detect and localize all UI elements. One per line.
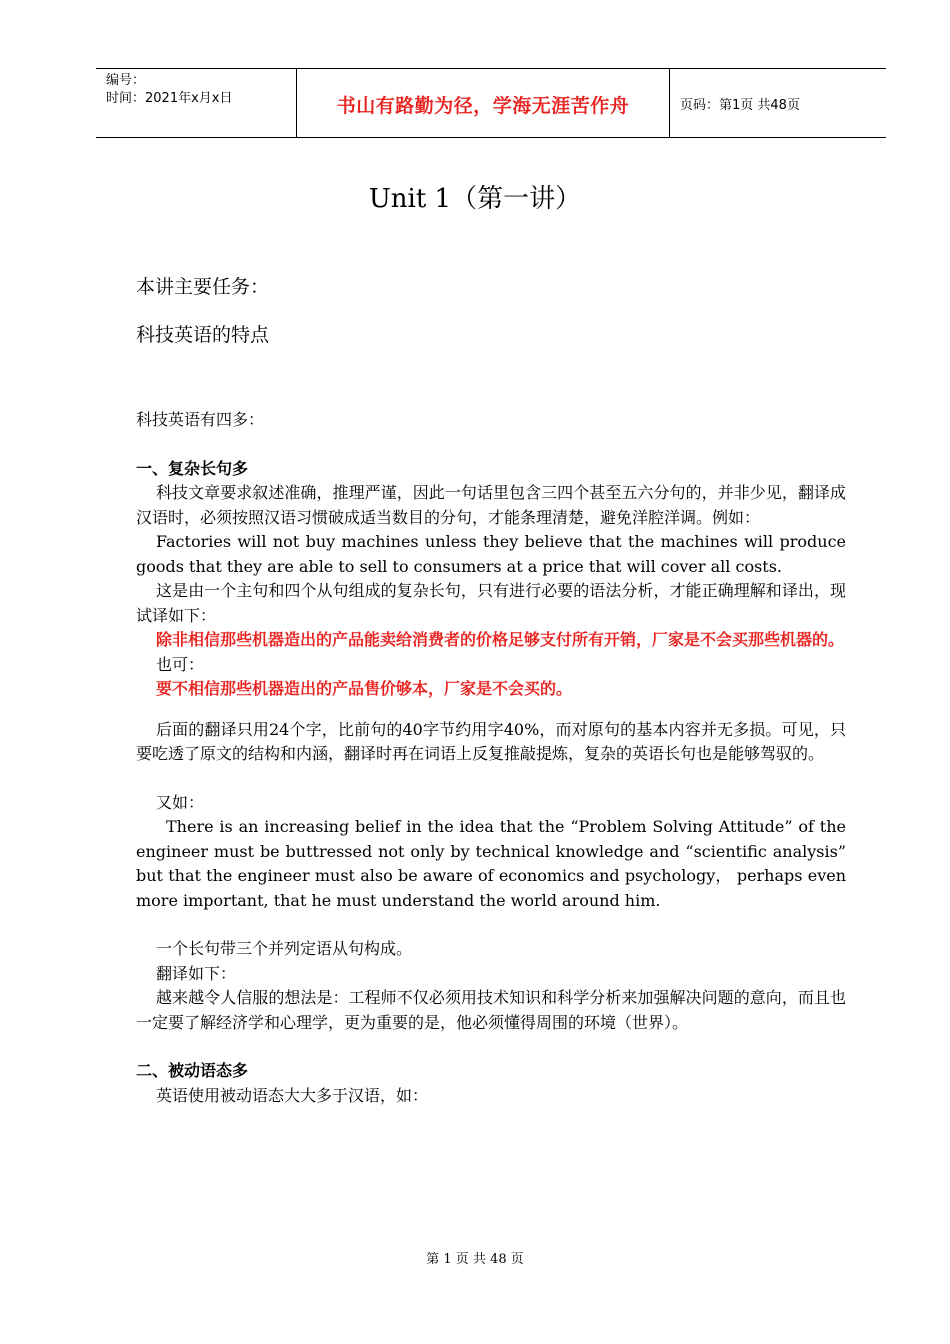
another-label: 又如： <box>156 792 205 812</box>
header-left-cell <box>96 69 297 137</box>
page-title: Unit 1（第一讲） <box>368 184 582 214</box>
example1-english: Factories will not buy machines unless they believe that the machines will produce goods that they are able to sell to consumers at a price that will cover all costs. <box>136 532 846 576</box>
translate-label: 翻译如下： <box>156 963 237 983</box>
translation-3: 越来越令人信服的想法是：工程师不仅必须用技术知识和科学分析来加强解决问题的意向，而且也一定要了解经济学和心理学，更为重要的是，他必须懂得周围的环境（世界）。 <box>136 988 846 1032</box>
section1-paragraph-2: 这是由一个主句和四个从句组成的复杂长句，只有进行必要的语法分析，才能正确理解和译出，现试译如下： <box>136 581 846 625</box>
section2-paragraph-1: 英语使用被动语态大大多于汉语，如： <box>156 1085 429 1105</box>
header-table <box>96 68 886 138</box>
section2-heading: 二、被动语态多 <box>136 1061 249 1080</box>
translation-2: 要不相信那些机器造出的产品售价够本，厂家是不会买的。 <box>156 679 573 698</box>
section1-paragraph-4: 一个长句带三个并列定语从句构成。 <box>156 939 413 958</box>
page-info: 页码：第1页 共48页 <box>680 98 800 113</box>
task-heading: 本讲主要任务： <box>136 276 270 298</box>
page-footer: 第 1 页 共 48 页 <box>426 1252 524 1267</box>
intro-text: 科技英语有四多： <box>136 410 265 429</box>
number-label: 编号： <box>106 73 146 88</box>
section1-paragraph-1: 科技文章要求叙述准确，推理严谨，因此一句话里包含三四个甚至五六分句的，并非少见，翻译成汉语时，必须按照汉语习惯破成适当数目的分句，才能条理清楚，避免洋腔洋调。例如： <box>136 483 846 527</box>
section1-paragraph-3: 后面的翻译只用24个字，比前句的40字节约用字40%，而对原句的基本内容并无多损。可见，只要吃透了原文的结构和内涵，翻译时再在词语上反复推敲提炼，复杂的英语长句也是能够驾驭的。 <box>136 719 846 763</box>
motto: 书山有路勤为径，学海无涯苦作舟 <box>336 95 630 117</box>
header-motto-cell <box>297 69 670 137</box>
header-page-cell <box>670 69 886 137</box>
section1-heading: 一、复杂长句多 <box>136 458 249 478</box>
example2-english: There is an increasing belief in the idea that the “Problem Solving Attitude” of the engineer must be buttressed not only by technical knowledge and “scientific analysis” but that the engineer must also be aware of economics and psychology， perhaps even more important, that he must understand the world around him. <box>136 817 846 910</box>
task-topic: 科技英语的特点 <box>136 324 270 346</box>
time-label: 时间：2021年x月x日 <box>106 91 233 106</box>
also-label: 也可： <box>156 654 205 674</box>
translation-1: 除非相信那些机器造出的产品能卖给消费者的价格足够支付所有开销，厂家是不会买那些机器的。 <box>156 630 845 649</box>
document-body <box>136 408 846 1108</box>
